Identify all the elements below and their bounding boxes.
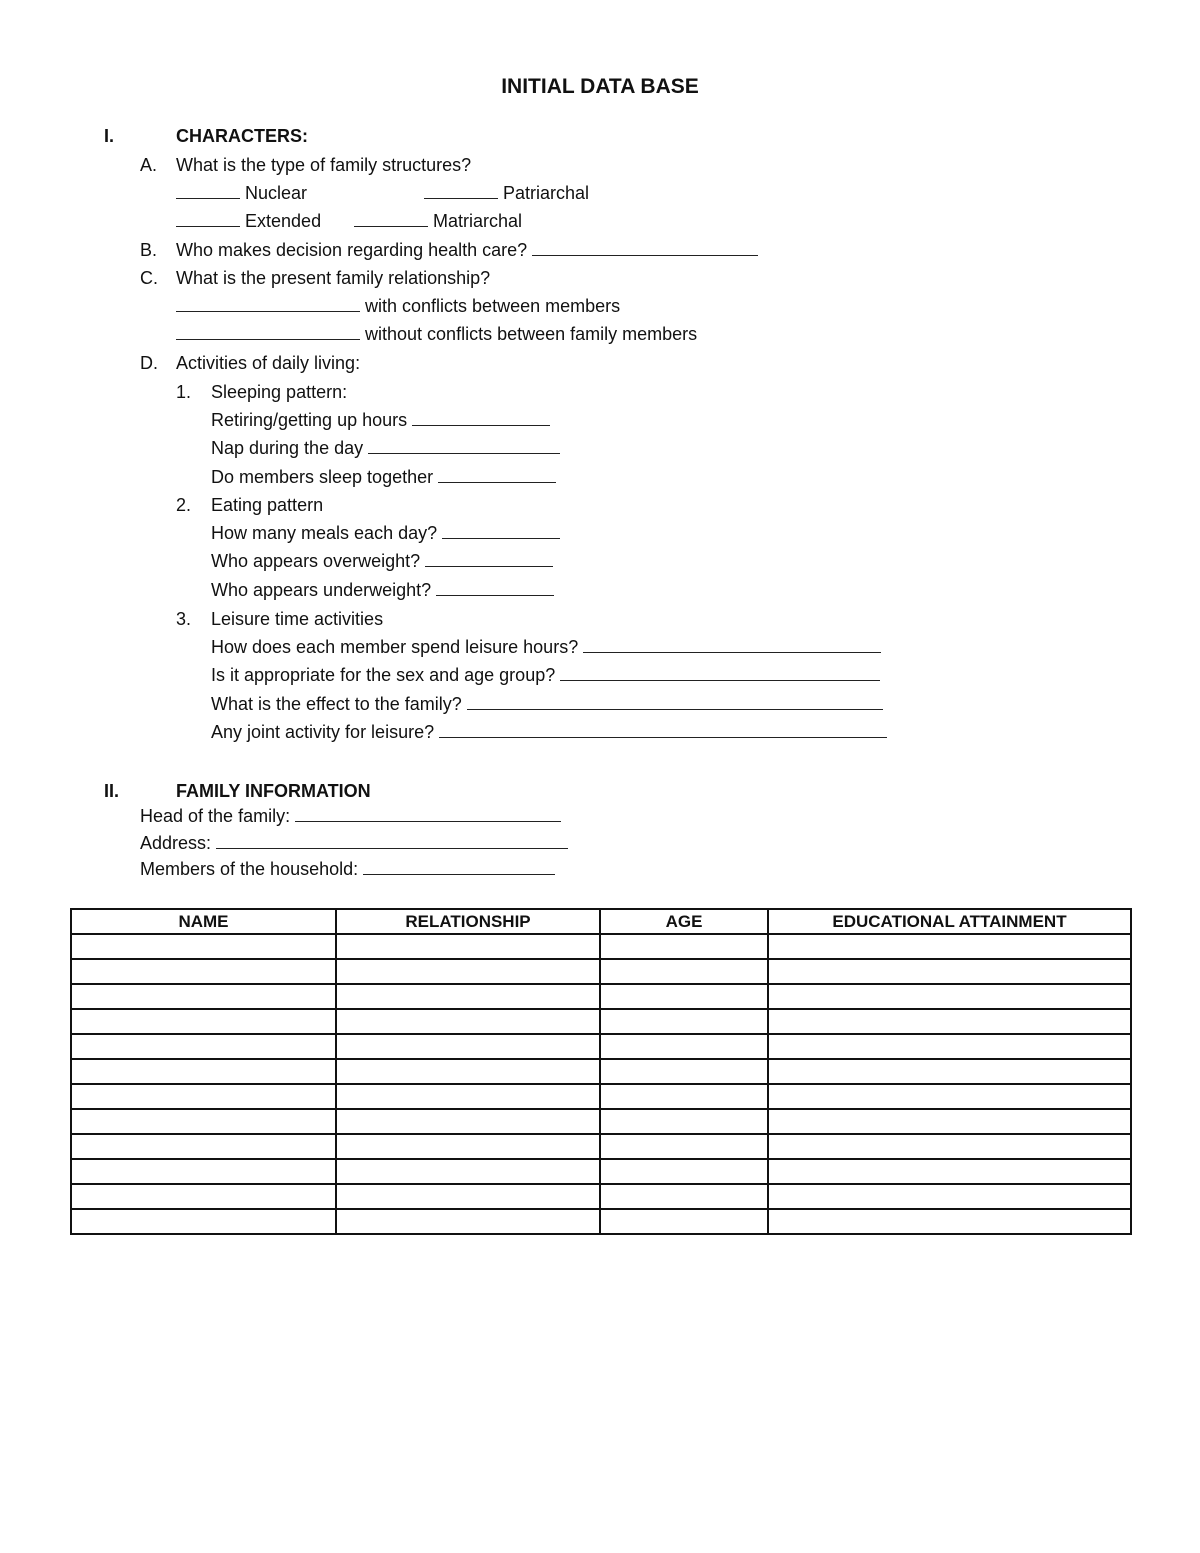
age-cell[interactable] xyxy=(600,1209,768,1234)
table-row xyxy=(71,959,1131,984)
question-label: Is it appropriate for the sex and age group? xyxy=(211,665,556,685)
table-row xyxy=(71,934,1131,959)
address-blank[interactable] xyxy=(216,832,568,849)
name-cell[interactable] xyxy=(71,1034,336,1059)
question-row xyxy=(211,437,560,459)
question-row xyxy=(211,636,881,658)
section-2-numeral: II. xyxy=(104,781,120,801)
name-cell[interactable] xyxy=(71,1209,336,1234)
table-row xyxy=(71,1159,1131,1184)
field-label: Address: xyxy=(140,833,212,853)
table-row xyxy=(71,1009,1131,1034)
question-label: Retiring/getting up hours xyxy=(211,410,408,430)
option-label: without conflicts between family members xyxy=(365,324,698,344)
answer-blank[interactable] xyxy=(439,721,887,738)
answer-blank[interactable] xyxy=(442,522,560,539)
table-header-row xyxy=(71,909,1131,934)
subitem-2-number: 2. xyxy=(176,495,192,515)
name-cell[interactable] xyxy=(71,1159,336,1184)
relationship-cell[interactable] xyxy=(336,1134,600,1159)
education-cell[interactable] xyxy=(768,1109,1131,1134)
table-row xyxy=(71,1184,1131,1209)
age-cell[interactable] xyxy=(600,1084,768,1109)
question-row xyxy=(211,664,880,686)
option-patriarchal xyxy=(424,182,589,204)
name-cell[interactable] xyxy=(71,1134,336,1159)
age-cell[interactable] xyxy=(600,1034,768,1059)
age-cell[interactable] xyxy=(600,959,768,984)
relationship-cell[interactable] xyxy=(336,1009,600,1034)
question-label: How many meals each day? xyxy=(211,523,438,543)
option-label: Extended xyxy=(245,211,322,231)
members-field xyxy=(140,858,555,880)
address-field xyxy=(140,832,568,854)
members-blank[interactable] xyxy=(363,858,555,875)
question-label: Do members sleep together xyxy=(211,467,434,487)
header-educational-attainment: EDUCATIONAL ATTAINMENT xyxy=(768,909,1131,934)
education-cell[interactable] xyxy=(768,1084,1131,1109)
education-cell[interactable] xyxy=(768,1134,1131,1159)
answer-blank[interactable] xyxy=(583,636,881,653)
age-cell[interactable] xyxy=(600,1134,768,1159)
table-row xyxy=(71,1209,1131,1234)
relationship-cell[interactable] xyxy=(336,934,600,959)
relationship-option-conflicts xyxy=(176,295,620,317)
item-d-letter: D. xyxy=(140,353,158,373)
table-row xyxy=(71,1084,1131,1109)
field-label: Members of the household: xyxy=(140,859,359,879)
age-cell[interactable] xyxy=(600,984,768,1009)
relationship-cell[interactable] xyxy=(336,959,600,984)
page-title: INITIAL DATA BASE xyxy=(501,75,699,98)
option-matriarchal xyxy=(354,210,522,232)
question-label: Nap during the day xyxy=(211,438,364,458)
extended-blank[interactable] xyxy=(176,210,240,227)
relationship-cell[interactable] xyxy=(336,1209,600,1234)
header-age: AGE xyxy=(600,909,768,934)
subitem-3-title: Leisure time activities xyxy=(211,609,384,629)
question-row xyxy=(211,522,560,544)
table-row xyxy=(71,984,1131,1009)
section-1-numeral: I. xyxy=(104,126,115,146)
education-cell[interactable] xyxy=(768,1034,1131,1059)
question-label: What is the effect to the family? xyxy=(211,694,462,714)
no-conflicts-blank[interactable] xyxy=(176,323,360,340)
question-row xyxy=(211,579,554,601)
education-cell[interactable] xyxy=(768,1059,1131,1084)
item-b-question: Who makes decision regarding health care? xyxy=(176,240,528,260)
option-label: Matriarchal xyxy=(433,211,523,231)
question-label: Who appears underweight? xyxy=(211,580,432,600)
option-nuclear xyxy=(176,182,307,204)
name-cell[interactable] xyxy=(71,934,336,959)
health-decision-blank[interactable] xyxy=(532,239,758,256)
age-cell[interactable] xyxy=(600,1109,768,1134)
answer-blank[interactable] xyxy=(560,664,880,681)
option-label: with conflicts between members xyxy=(365,296,621,316)
name-cell[interactable] xyxy=(71,1084,336,1109)
education-cell[interactable] xyxy=(768,984,1131,1009)
question-label: Who appears overweight? xyxy=(211,551,421,571)
option-label: Nuclear xyxy=(245,183,308,203)
relationship-cell[interactable] xyxy=(336,1159,600,1184)
name-cell[interactable] xyxy=(71,1009,336,1034)
question-row xyxy=(211,693,883,715)
head-of-family-field xyxy=(140,805,561,827)
name-cell[interactable] xyxy=(71,1184,336,1209)
education-cell[interactable] xyxy=(768,1184,1131,1209)
table-row xyxy=(71,1034,1131,1059)
name-cell[interactable] xyxy=(71,1109,336,1134)
answer-blank[interactable] xyxy=(467,693,883,710)
question-label: How does each member spend leisure hours? xyxy=(211,637,579,657)
item-a-question: What is the type of family structures? xyxy=(176,155,472,175)
household-members-table xyxy=(70,908,1132,1235)
age-cell[interactable] xyxy=(600,934,768,959)
section-1-heading: CHARACTERS: xyxy=(176,126,308,146)
item-d-heading: Activities of daily living: xyxy=(176,353,361,373)
item-a-letter: A. xyxy=(140,155,158,175)
age-cell[interactable] xyxy=(600,1184,768,1209)
age-cell[interactable] xyxy=(600,1009,768,1034)
subitem-2-title: Eating pattern xyxy=(211,495,324,515)
relationship-option-no-conflicts xyxy=(176,323,697,345)
name-cell[interactable] xyxy=(71,959,336,984)
answer-blank[interactable] xyxy=(412,409,550,426)
relationship-cell[interactable] xyxy=(336,1084,600,1109)
question-row xyxy=(211,721,887,743)
section-2-heading: FAMILY INFORMATION xyxy=(176,781,371,801)
relationship-cell[interactable] xyxy=(336,984,600,1009)
item-c-letter: C. xyxy=(140,268,158,288)
relationship-cell[interactable] xyxy=(336,1184,600,1209)
name-cell[interactable] xyxy=(71,984,336,1009)
education-cell[interactable] xyxy=(768,1209,1131,1234)
header-relationship: RELATIONSHIP xyxy=(336,909,600,934)
name-cell[interactable] xyxy=(71,1059,336,1084)
item-b-letter: B. xyxy=(140,240,158,260)
subitem-1-number: 1. xyxy=(176,382,192,402)
table-row xyxy=(71,1134,1131,1159)
answer-blank[interactable] xyxy=(368,437,560,454)
education-cell[interactable] xyxy=(768,1159,1131,1184)
education-cell[interactable] xyxy=(768,1009,1131,1034)
question-row xyxy=(211,409,550,431)
table-row xyxy=(71,1109,1131,1134)
table-row xyxy=(71,1059,1131,1084)
answer-blank[interactable] xyxy=(436,579,554,596)
patriarchal-blank[interactable] xyxy=(424,182,498,199)
nuclear-blank[interactable] xyxy=(176,182,240,199)
age-cell[interactable] xyxy=(600,1059,768,1084)
question-row xyxy=(211,466,556,488)
education-cell[interactable] xyxy=(768,934,1131,959)
head-of-family-blank[interactable] xyxy=(295,805,561,822)
age-cell[interactable] xyxy=(600,1159,768,1184)
relationship-cell[interactable] xyxy=(336,1059,600,1084)
conflicts-blank[interactable] xyxy=(176,295,360,312)
relationship-cell[interactable] xyxy=(336,1034,600,1059)
question-row xyxy=(211,550,553,572)
header-name: NAME xyxy=(71,909,336,934)
relationship-cell[interactable] xyxy=(336,1109,600,1134)
option-label: Patriarchal xyxy=(503,183,590,203)
question-label: Any joint activity for leisure? xyxy=(211,722,435,742)
answer-blank[interactable] xyxy=(438,466,556,483)
item-c-question: What is the present family relationship? xyxy=(176,268,491,288)
answer-blank[interactable] xyxy=(425,550,553,567)
item-b-row xyxy=(176,239,758,261)
field-label: Head of the family: xyxy=(140,806,291,826)
subitem-1-title: Sleeping pattern: xyxy=(211,382,348,402)
subitem-3-number: 3. xyxy=(176,609,192,629)
matriarchal-blank[interactable] xyxy=(354,210,428,227)
education-cell[interactable] xyxy=(768,959,1131,984)
option-extended xyxy=(176,210,321,232)
